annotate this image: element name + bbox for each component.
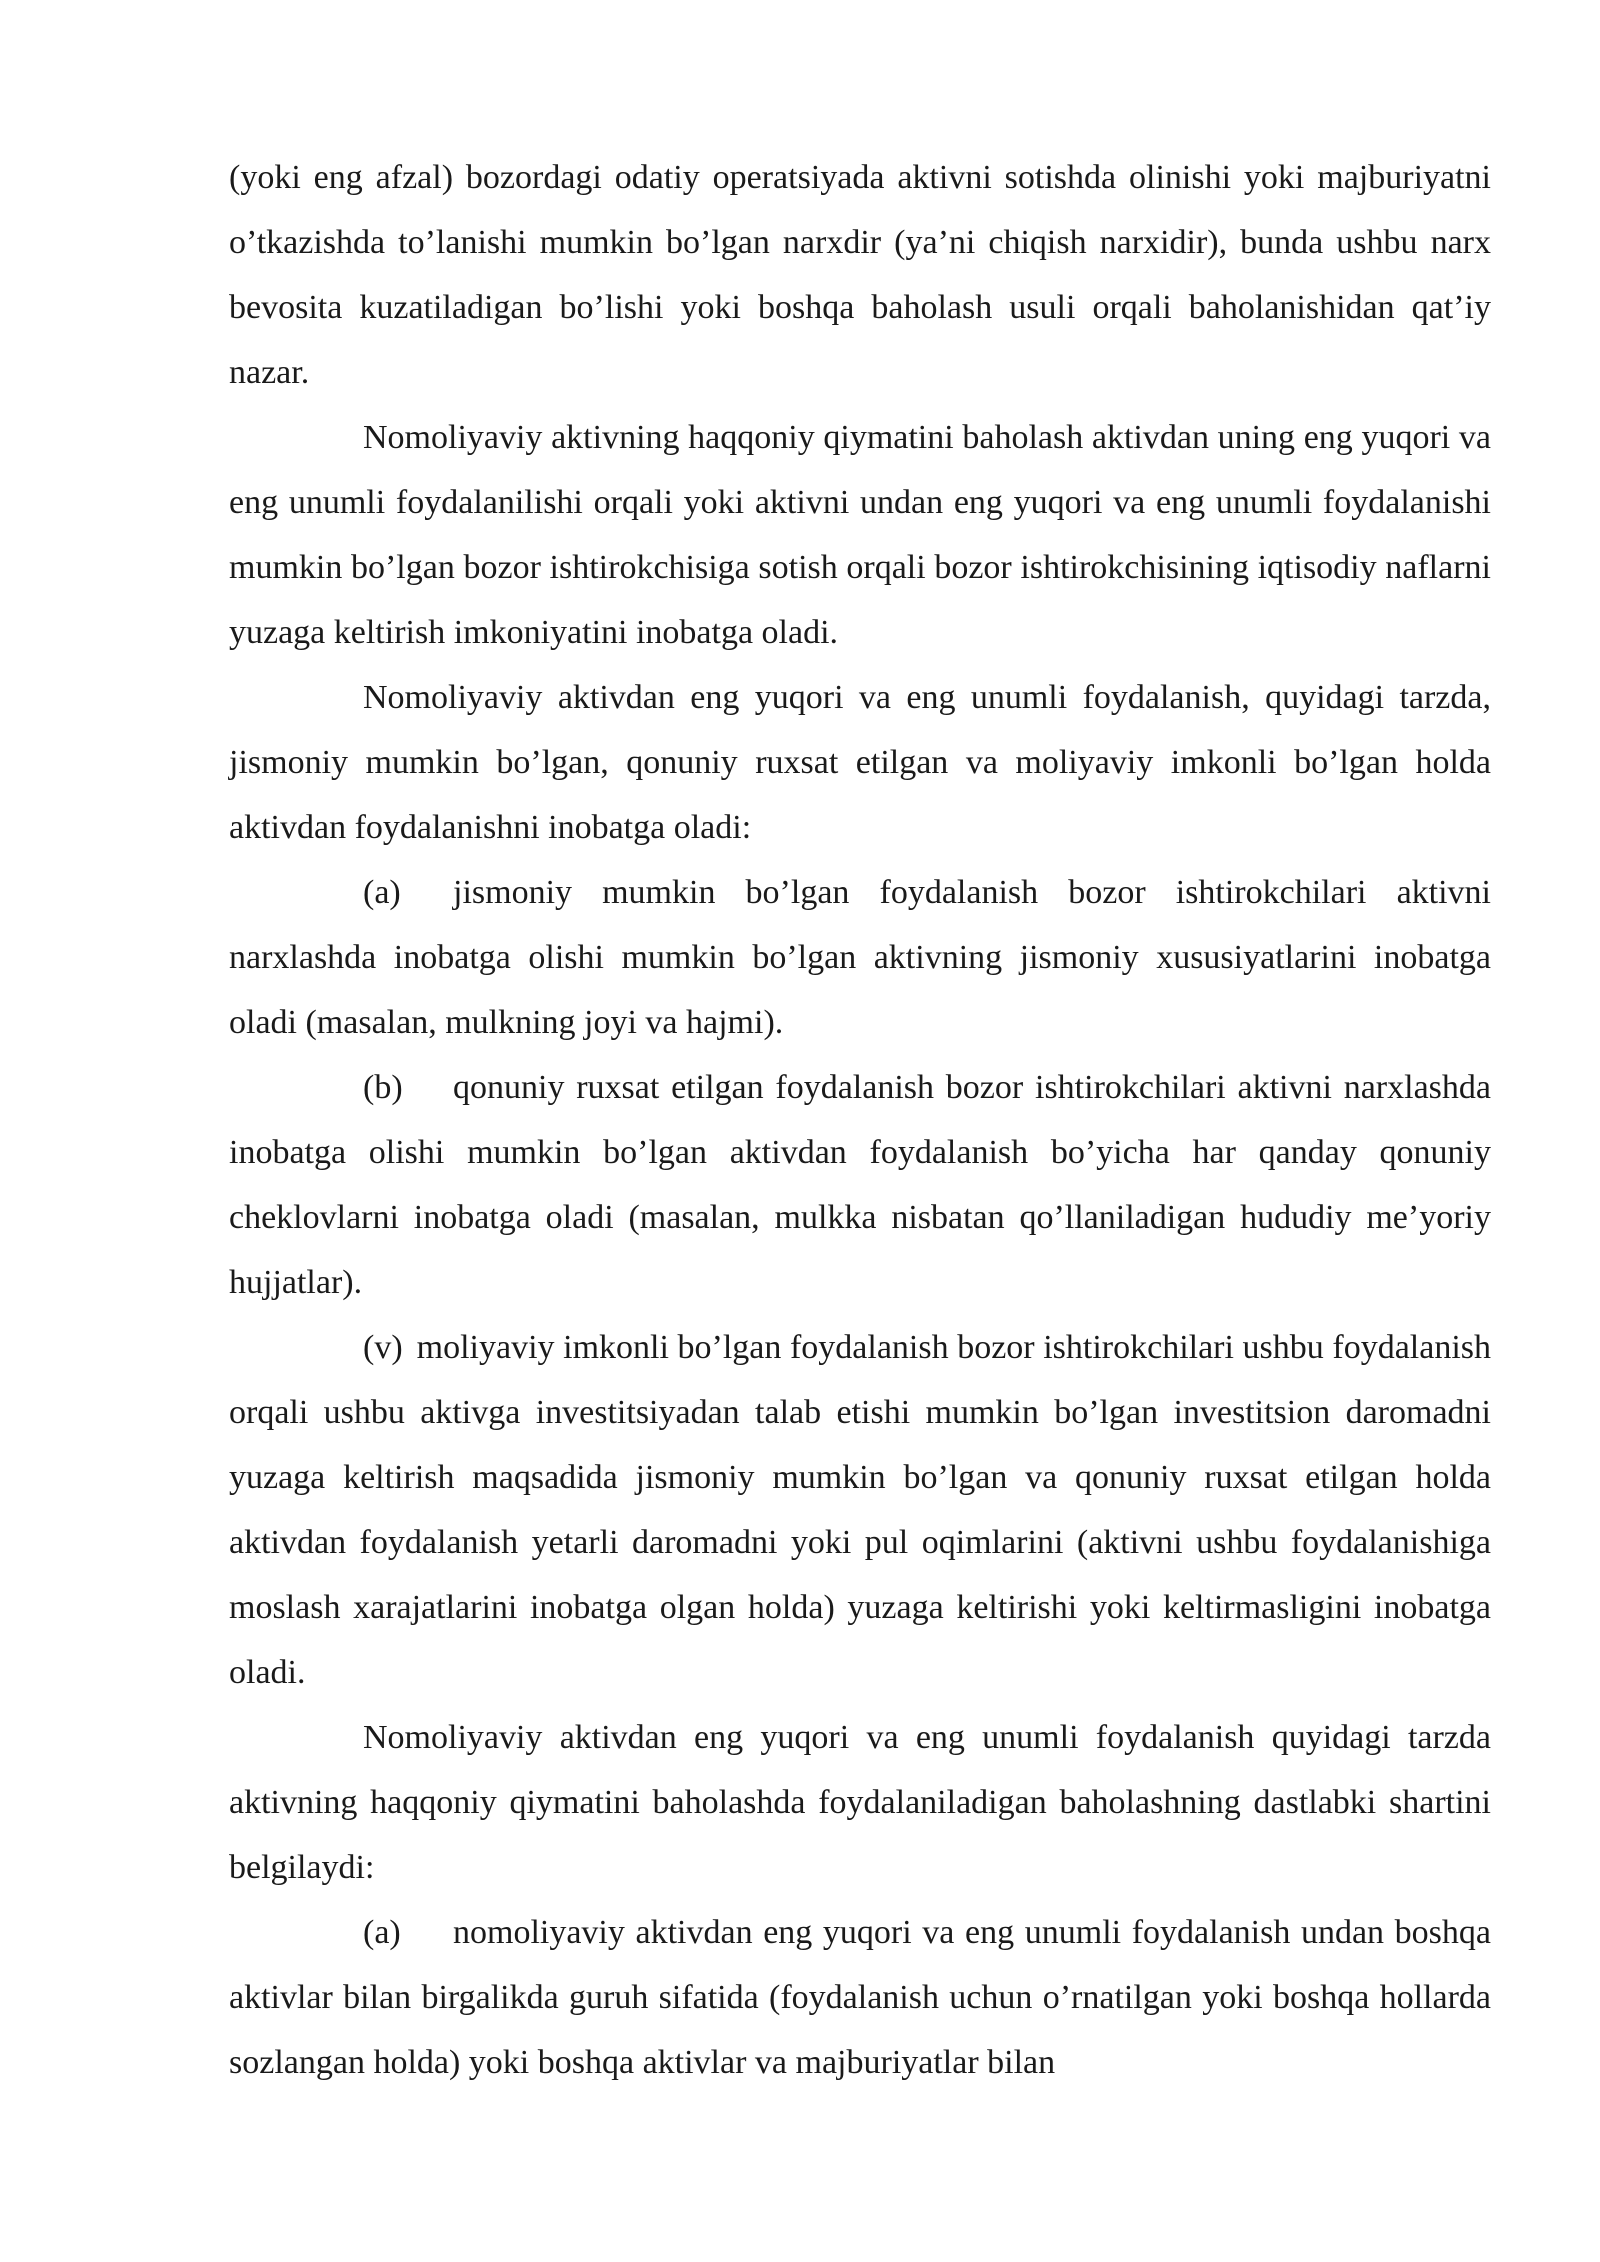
paragraph-text: (yoki eng afzal) bozordagi odatiy operatsiyada aktivni sotishda olinishi yoki majburiyatni o’tkazishda to’lanishi mumkin bo’lgan narxdir (ya’ni chiqish narxidir), bunda ushbu narx bevosita kuzatiladigan bo’lishi yoki boshqa baholash usuli orqali baholanishidan qat’iy nazar. xyxy=(229,159,1491,391)
list-item-a-combination-use xyxy=(229,1900,1491,2095)
paragraph-continuation xyxy=(229,145,1491,405)
paragraph-text: Nomoliyaviy aktivning haqqoniy qiymatini baholash aktivdan uning eng yuqori va eng unumli foydalanilishi orqali yoki aktivni undan eng yuqori va eng unumli foydalanishi mumkin bo’lgan bozor ishtirokchisiga sotish orqali bozor ishtirokchisining iqtisodiy naflarni yuzaga keltirish imkoniyatini inobatga oladi. xyxy=(229,419,1491,651)
list-item-text: qonuniy ruxsat etilgan foydalanish bozor ishtirokchilari aktivni narxlashda inobatga olishi mumkin bo’lgan aktivdan foydalanish bo’yicha har qanday qonuniy cheklovlarni inobatga oladi (masalan, mulkka nisbatan qo’llaniladigan hududiy me’yoriy hujjatlar). xyxy=(229,1069,1491,1301)
list-item-a-physically-possible xyxy=(229,860,1491,1055)
paragraph-valuation-premise xyxy=(229,1705,1491,1900)
paragraph-nonfinancial-asset-fair-value xyxy=(229,405,1491,665)
list-item-text: nomoliyaviy aktivdan eng yuqori va eng unumli foydalanish undan boshqa aktivlar bilan birgalikda guruh sifatida (foydalanish uchun o’rnatilgan yoki boshqa hollarda sozlangan holda) yoki boshqa aktivlar va majburiyatlar bilan xyxy=(229,1914,1491,2081)
paragraph-text: Nomoliyaviy aktivdan eng yuqori va eng unumli foydalanish quyidagi tarzda aktivning haqqoniy qiymatini baholashda foydalaniladigan baholashning dastlabki shartini belgilaydi: xyxy=(229,1719,1491,1886)
paragraph-highest-best-use xyxy=(229,665,1491,860)
list-item-b-legally-permissible xyxy=(229,1055,1491,1315)
list-item-label: (v) xyxy=(363,1329,403,1366)
list-item-label: (a) xyxy=(363,1914,401,1951)
document-page xyxy=(229,145,1491,2095)
list-item-label: (b) xyxy=(363,1069,403,1106)
list-item-text: jismoniy mumkin bo’lgan foydalanish bozor ishtirokchilari aktivni narxlashda inobatga olishi mumkin bo’lgan aktivning jismoniy xususiyatlarini inobatga oladi (masalan, mulkning joyi va hajmi). xyxy=(229,874,1491,1041)
list-item-text: moliyaviy imkonli bo’lgan foydalanish bozor ishtirokchilari ushbu foydalanish orqali ushbu aktivga investitsiyadan talab etishi mumkin bo’lgan investitsion daromadni yuzaga keltirish maqsadida jismoniy mumkin bo’lgan va qonuniy ruxsat etilgan holda aktivdan foydalanish yetarli daromadni yoki pul oqimlarini (aktivni ushbu foydalanishiga moslash xarajatlarini inobatga olgan holda) yuzaga keltirishi yoki keltirmasligini inobatga oladi. xyxy=(229,1329,1491,1691)
paragraph-text: Nomoliyaviy aktivdan eng yuqori va eng unumli foydalanish, quyidagi tarzda, jismoniy mumkin bo’lgan, qonuniy ruxsat etilgan va moliyaviy imkonli bo’lgan holda aktivdan foydalanishni inobatga oladi: xyxy=(229,679,1491,846)
list-item-v-financially-feasible xyxy=(229,1315,1491,1705)
list-item-label: (a) xyxy=(363,874,401,911)
